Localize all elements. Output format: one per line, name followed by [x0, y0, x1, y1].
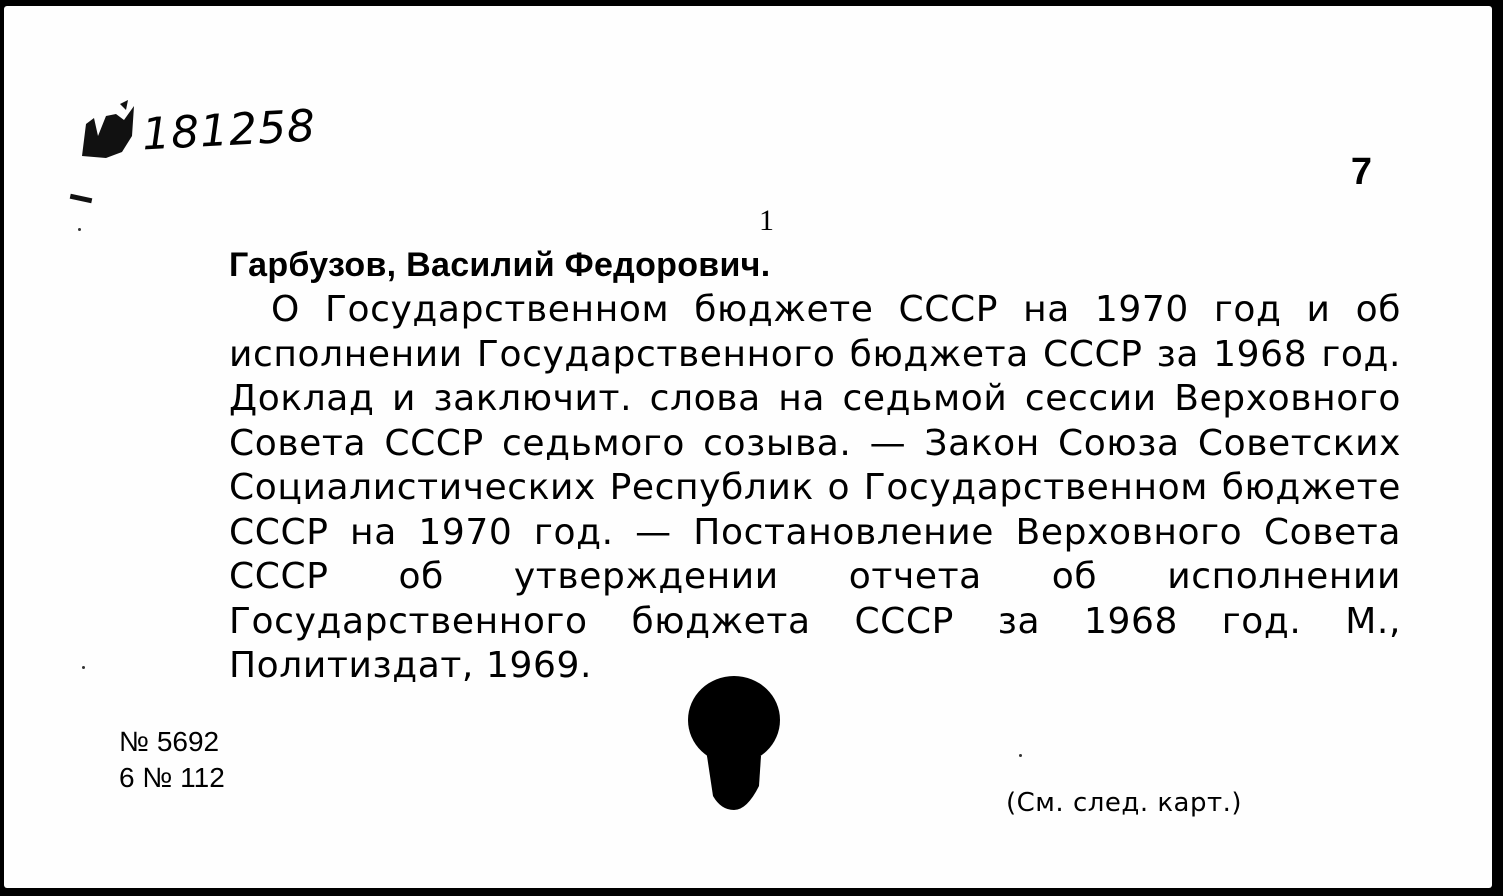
- catalog-number-primary: № 5692: [119, 726, 220, 757]
- continued-note: (См. след. карт.): [1006, 788, 1243, 818]
- speck: [78, 228, 81, 231]
- speck: [1019, 754, 1022, 757]
- catalog-number-secondary: 6 № 112: [119, 762, 225, 793]
- handwritten-call-number: [76, 96, 316, 164]
- card-surface: [4, 6, 1492, 888]
- author-heading: Гарбузов, Василий Федорович.: [229, 246, 771, 284]
- catalog-numbers: [119, 724, 225, 796]
- bibliographic-description: О Государственном бюджете СССР на 1970 год и об исполнении Государственного бюджета СССР за 1968 год. Доклад и заключит. слова на седьмой сессии Верховного Совета СССР седьмого созыва. — Закон Союза Советских Социалистических Республик о Государственном бюджете СССР на 1970 год. — Постановление Верховного Совета СССР об утверждении отчета об исполнении Государственного бюджета СССР за 1968 год. М., Политиздат, 1969.: [229, 289, 1401, 686]
- handwritten-id: 181258: [140, 99, 318, 161]
- punch-hole-icon: [687, 676, 781, 812]
- ink-stamp-mark: [76, 96, 138, 164]
- entry-number: 1: [759, 204, 774, 237]
- card-number: 7: [1350, 151, 1372, 193]
- pen-mark: [70, 194, 93, 203]
- speck: [82, 666, 85, 669]
